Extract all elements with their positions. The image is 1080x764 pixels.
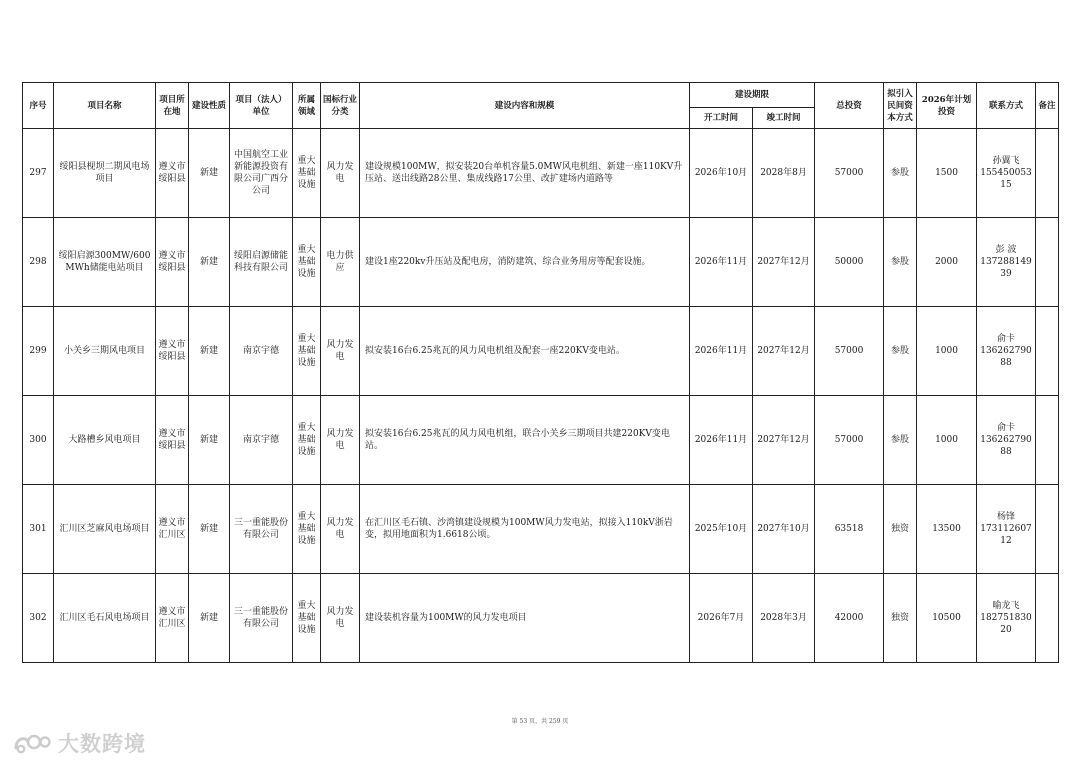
cell-capital: 参股 [884,396,917,485]
header-unit: 项目（法人）单位 [230,83,293,129]
cell-scope: 在汇川区毛石镇、沙湾镇建设规模为100MW风力发电站，拟接入110kV浙岩变，拟用地面积为1.6618公顷。 [360,485,690,574]
cell-end: 2027年12月 [753,396,815,485]
cell-capital: 参股 [884,218,917,307]
cell-seq: 297 [23,129,54,218]
cell-start: 2025年10月 [690,485,753,574]
cell-nature: 新建 [189,129,230,218]
contact-phone: 13626279088 [980,435,1032,457]
cell-name: 汇川区毛石风电场项目 [54,574,156,663]
cell-location: 遵义市绥阳县 [156,129,189,218]
cell-end: 2027年12月 [753,218,815,307]
header-plan: 2026年计划投资 [917,83,977,129]
cell-industry: 风力发电 [321,307,360,396]
cell-unit: 南京宇德 [230,396,293,485]
cell-nature: 新建 [189,307,230,396]
cell-remark [1036,485,1059,574]
cell-remark [1036,574,1059,663]
cell-scope: 拟安装16台6.25兆瓦的风力风电机组，联合小关乡三期项目共建220KV变电站。 [360,396,690,485]
cell-unit: 南京宇德 [230,307,293,396]
header-end: 竣工时间 [753,108,815,129]
cell-domain: 重大基础设施 [293,574,321,663]
cell-name: 汇川区芝麻风电场项目 [54,485,156,574]
cell-domain: 重大基础设施 [293,307,321,396]
cell-name: 绥阳县枧坝二期风电场项目 [54,129,156,218]
cell-seq: 300 [23,396,54,485]
cell-nature: 新建 [189,218,230,307]
header-total: 总投资 [815,83,884,129]
cell-location: 遵义市汇川区 [156,574,189,663]
contact-phone: 13728814939 [980,257,1032,279]
cell-capital: 参股 [884,307,917,396]
contact-name: 俞卡 [997,334,1016,344]
header-name: 项目名称 [54,83,156,129]
brand-logo-icon [12,732,52,754]
cell-nature: 新建 [189,485,230,574]
cell-location: 遵义市绥阳县 [156,396,189,485]
contact-phone: 18275183020 [980,613,1032,635]
cell-capital: 参股 [884,129,917,218]
cell-capital: 独资 [884,485,917,574]
cell-name: 小关乡三期风电项目 [54,307,156,396]
cell-plan: 1000 [917,307,977,396]
contact-phone: 15545005315 [980,168,1032,190]
cell-contact [977,218,1036,307]
cell-end: 2028年3月 [753,574,815,663]
cell-scope: 建设装机容量为100MW的风力发电项目 [360,574,690,663]
cell-capital: 独资 [884,574,917,663]
header-domain: 所属领域 [293,83,321,129]
cell-total: 57000 [815,129,884,218]
cell-start: 2026年7月 [690,574,753,663]
cell-unit: 三一重能股份有限公司 [230,574,293,663]
cell-remark [1036,218,1059,307]
watermark [12,728,146,758]
cell-start: 2026年11月 [690,307,753,396]
header-scope: 建设内容和规模 [360,83,690,129]
cell-plan: 10500 [917,574,977,663]
cell-contact [977,485,1036,574]
table-row [23,307,1059,396]
cell-remark [1036,307,1059,396]
cell-nature: 新建 [189,574,230,663]
header-location: 项目所在地 [156,83,189,129]
cell-end: 2028年8月 [753,129,815,218]
cell-domain: 重大基础设施 [293,218,321,307]
cell-seq: 302 [23,574,54,663]
header-nature: 建设性质 [189,83,230,129]
cell-plan: 1500 [917,129,977,218]
cell-unit: 中国航空工业新能源投资有限公司广西分公司 [230,129,293,218]
cell-total: 63518 [815,485,884,574]
table-row [23,218,1059,307]
contact-phone: 17311260712 [980,524,1032,546]
cell-scope: 建设规模100MW，拟安装20台单机容量5.0MW风电机组、新建一座110KV升压站、送出线路28公里、集成线路17公里、改扩建场内道路等 [360,129,690,218]
cell-domain: 重大基础设施 [293,129,321,218]
cell-domain: 重大基础设施 [293,396,321,485]
cell-plan: 13500 [917,485,977,574]
cell-end: 2027年10月 [753,485,815,574]
cell-domain: 重大基础设施 [293,485,321,574]
contact-name: 喻龙飞 [992,601,1020,611]
cell-scope: 拟安装16台6.25兆瓦的风力风电机组及配套一座220KV变电站。 [360,307,690,396]
header-seq: 序号 [23,83,54,129]
cell-contact [977,307,1036,396]
table-header-row [23,83,1059,108]
table-row [23,485,1059,574]
header-capital: 拟引入民间资本方式 [884,83,917,129]
cell-location: 遵义市绥阳县 [156,218,189,307]
table-row [23,574,1059,663]
contact-name: 彭 波 [995,245,1017,255]
cell-remark [1036,396,1059,485]
cell-industry: 风力发电 [321,485,360,574]
watermark-text: 大数跨境 [58,732,146,756]
cell-seq: 299 [23,307,54,396]
contact-name: 俞卡 [997,423,1016,433]
contact-name: 杨锋 [997,512,1016,522]
cell-name: 大路槽乡风电项目 [54,396,156,485]
table-row [23,129,1059,218]
header-remark: 备注 [1036,83,1059,129]
contact-name: 孙翼飞 [992,156,1020,166]
table-row [23,396,1059,485]
cell-total: 57000 [815,396,884,485]
cell-start: 2026年10月 [690,129,753,218]
cell-industry: 风力发电 [321,574,360,663]
cell-unit: 绥阳启源储能科技有限公司 [230,218,293,307]
cell-start: 2026年11月 [690,396,753,485]
cell-unit: 三一重能股份有限公司 [230,485,293,574]
cell-seq: 298 [23,218,54,307]
cell-total: 50000 [815,218,884,307]
cell-nature: 新建 [189,396,230,485]
cell-location: 遵义市绥阳县 [156,307,189,396]
cell-scope: 建设1座220kv升压站及配电房，消防建筑、综合业务用房等配套设施。 [360,218,690,307]
cell-remark [1036,129,1059,218]
cell-industry: 电力供应 [321,218,360,307]
cell-seq: 301 [23,485,54,574]
cell-contact [977,396,1036,485]
cell-start: 2026年11月 [690,218,753,307]
projects-table [22,82,1059,663]
page-footer: 第 53 页，共 259 页 [511,718,569,725]
cell-industry: 风力发电 [321,396,360,485]
cell-plan: 2000 [917,218,977,307]
cell-industry: 风力发电 [321,129,360,218]
cell-contact [977,129,1036,218]
cell-end: 2027年12月 [753,307,815,396]
cell-contact [977,574,1036,663]
cell-total: 42000 [815,574,884,663]
cell-location: 遵义市汇川区 [156,485,189,574]
header-start: 开工时间 [690,108,753,129]
header-period: 建设期限 [690,83,815,108]
header-industry: 国标行业分类 [321,83,360,129]
cell-plan: 1000 [917,396,977,485]
header-contact: 联系方式 [977,83,1036,129]
contact-phone: 13626279088 [980,346,1032,368]
cell-total: 57000 [815,307,884,396]
cell-name: 绥阳启源300MW/600MWh储能电站项目 [54,218,156,307]
